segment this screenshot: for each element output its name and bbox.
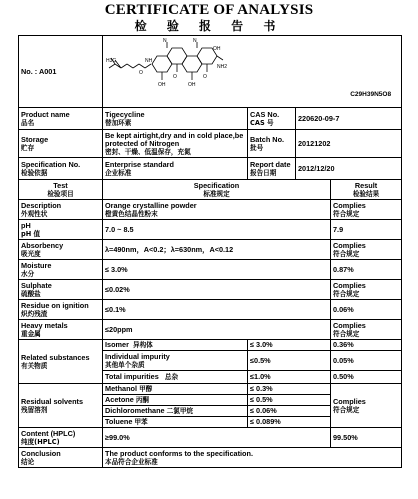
solvent-name: Toluene 甲苯 <box>103 417 248 428</box>
report-date-label: Report date 报告日期 <box>248 158 296 180</box>
test-ph: pH pH 值 <box>19 220 103 240</box>
solvent-limit: ≤ 0.089% <box>248 417 331 428</box>
related-item-name: Isomer 异构体 <box>103 340 248 351</box>
title-cn: 检 验 报 告 书 <box>134 19 284 33</box>
spec-residue-on-ignition: ≤0.1% <box>103 300 331 320</box>
svg-text:NH: NH <box>145 58 153 64</box>
molecular-structure-image <box>105 38 285 106</box>
result-moisture: 0.87% <box>331 260 402 280</box>
report-date-value: 2012/12/20 <box>296 158 402 180</box>
result-sulphate: Complies 符合规定 <box>331 280 402 300</box>
cas-label: CAS No. CAS 号 <box>248 108 296 130</box>
product-name-label: Product name 品名 <box>19 108 103 130</box>
svg-text:N: N <box>193 38 197 44</box>
related-item-limit: ≤ 3.0% <box>248 340 331 351</box>
svg-text:O: O <box>139 70 143 76</box>
svg-text:OH: OH <box>188 82 196 88</box>
result-residue-on-ignition: 0.06% <box>331 300 402 320</box>
result-residual-solvents: Complies 符合规定 <box>331 384 402 428</box>
related-item-name: Total impurities 总杂 <box>103 371 248 384</box>
product-name-value: Tigecycline 替加环素 <box>103 108 248 130</box>
batch-label: Batch No. 批号 <box>248 130 296 158</box>
svg-text:OH: OH <box>213 46 221 52</box>
molecular-formula: C29H39N5O8 <box>350 91 392 98</box>
related-item-limit: ≤0.5% <box>248 351 331 371</box>
conclusion-label: Conclusion 结论 <box>19 448 103 468</box>
batch-value: 20121202 <box>296 130 402 158</box>
svg-text:O: O <box>203 74 207 80</box>
storage-label: Storage 贮存 <box>19 130 103 158</box>
solvent-name: Acetone 丙酮 <box>103 395 248 406</box>
test-residual-solvents: Residual solvents 残留溶剂 <box>19 384 103 428</box>
title-en: CERTIFICATE OF ANALYSIS <box>104 2 314 18</box>
structure-cell <box>103 36 402 108</box>
certificate-table <box>18 35 402 468</box>
svg-text:O: O <box>173 74 177 80</box>
svg-text:NH2: NH2 <box>217 64 228 70</box>
document-number: No. : A001 <box>19 36 103 108</box>
test-content-hplc: Content (HPLC) 纯度(HPLC) <box>19 428 103 448</box>
spec-description: Orange crystalline powder 橙黄色结晶性粉末 <box>103 200 331 220</box>
spec-absorbency: λ=490nm，A<0.2；λ=630nm，A<0.12 <box>103 240 331 260</box>
result-description: Complies 符合规定 <box>331 200 402 220</box>
test-heavy-metals: Heavy metals 重金属 <box>19 320 103 340</box>
header-result: Result 检验结果 <box>331 180 402 200</box>
related-item-result: 0.05% <box>331 351 402 371</box>
result-heavy-metals: Complies 符合规定 <box>331 320 402 340</box>
spec-heavy-metals: ≤20ppm <box>103 320 331 340</box>
related-item-result: 0.36% <box>331 340 402 351</box>
test-related-substances: Related substances 有关物质 <box>19 340 103 384</box>
related-item-name: Individual impurity 其他单个杂质 <box>103 351 248 371</box>
header-spec: Specification 标准规定 <box>103 180 331 200</box>
test-moisture: Moisture 水分 <box>19 260 103 280</box>
spec-sulphate: ≤0.02% <box>103 280 331 300</box>
solvent-limit: ≤ 0.3% <box>248 384 331 395</box>
test-absorbency: Absorbency 吸光度 <box>19 240 103 260</box>
spec-ph: 7.0 ~ 8.5 <box>103 220 331 240</box>
result-absorbency: Complies 符合规定 <box>331 240 402 260</box>
spec-moisture: ≤ 3.0% <box>103 260 331 280</box>
svg-text:OH: OH <box>158 82 166 88</box>
cas-value: 220620-09-7 <box>296 108 402 130</box>
spec-content-hplc: ≥99.0% <box>103 428 331 448</box>
svg-text:N: N <box>163 38 167 44</box>
solvent-limit: ≤ 0.06% <box>248 406 331 417</box>
result-ph: 7.9 <box>331 220 402 240</box>
related-item-limit: ≤1.0% <box>248 371 331 384</box>
header-test: Test 检验项目 <box>19 180 103 200</box>
storage-value: Be kept airtight,dry and in cold place,be protected of Nitrogen 密封、干燥、低温保存，充氮 <box>103 130 248 158</box>
related-item-result: 0.50% <box>331 371 402 384</box>
solvent-name: Methanol 甲醇 <box>103 384 248 395</box>
solvent-name: Dichloromethane 二氯甲烷 <box>103 406 248 417</box>
test-residue-on-ignition: Residue on ignition 炽灼残渣 <box>19 300 103 320</box>
result-content-hplc: 99.50% <box>331 428 402 448</box>
test-sulphate: Sulphate 硫酸盐 <box>19 280 103 300</box>
spec-no-label: Specification No. 检验依据 <box>19 158 103 180</box>
svg-text:H3C: H3C <box>106 58 117 64</box>
spec-no-value: Enterprise standard 企业标准 <box>103 158 248 180</box>
conclusion-text: The product conforms to the specification. 本品符合企业标准 <box>103 448 402 468</box>
test-description: Description 外观性状 <box>19 200 103 220</box>
solvent-limit: ≤ 0.5% <box>248 395 331 406</box>
